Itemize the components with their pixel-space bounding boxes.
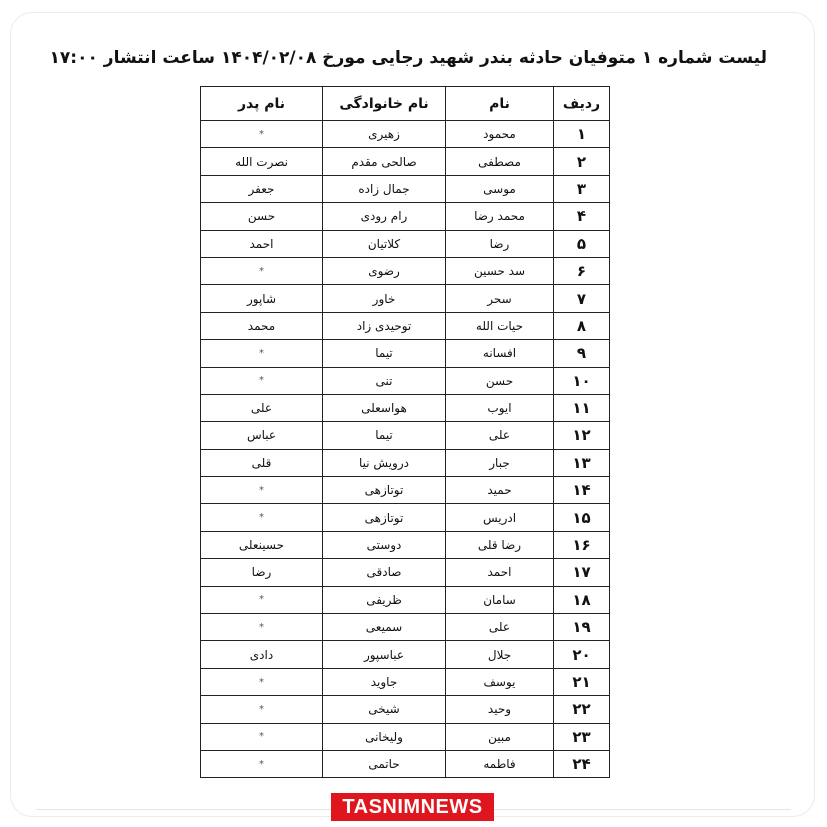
last-name-cell: حاتمی [323, 750, 446, 777]
row-number-cell: ۱۳ [554, 449, 610, 476]
table-row [201, 340, 610, 367]
row-number-cell: ۲۲ [554, 696, 610, 723]
father-name-cell: * [201, 586, 323, 613]
casualty-table [200, 86, 610, 778]
row-number-cell: ۷ [554, 285, 610, 312]
table-row [201, 504, 610, 531]
table-row [201, 230, 610, 257]
father-name-cell: قلی [201, 449, 323, 476]
first-name-cell: وحید [446, 696, 554, 723]
row-number-cell: ۱۲ [554, 422, 610, 449]
father-name-cell: * [201, 614, 323, 641]
brand-logo: TASNIMNEWS [331, 793, 494, 821]
first-name-cell: احمد [446, 559, 554, 586]
father-name-cell: رضا [201, 559, 323, 586]
first-name-cell: سد حسین [446, 257, 554, 284]
row-number-cell: ۱۷ [554, 559, 610, 586]
first-name-cell: حمید [446, 477, 554, 504]
row-number-cell: ۶ [554, 257, 610, 284]
row-number-cell: ۱۶ [554, 531, 610, 558]
father-name-cell: * [201, 340, 323, 367]
table-row [201, 422, 610, 449]
last-name-cell: جاوید [323, 668, 446, 695]
table-row [201, 641, 610, 668]
row-number-cell: ۱۵ [554, 504, 610, 531]
father-name-cell: نصرت الله [201, 148, 323, 175]
father-name-cell: عباس [201, 422, 323, 449]
table-row [201, 531, 610, 558]
father-name-cell: * [201, 723, 323, 750]
father-name-cell: احمد [201, 230, 323, 257]
row-number-cell: ۲۰ [554, 641, 610, 668]
father-name-cell: شاپور [201, 285, 323, 312]
row-number-cell: ۴ [554, 203, 610, 230]
table-header-row [201, 87, 610, 121]
table-row [201, 723, 610, 750]
first-name-cell: حیات الله [446, 312, 554, 339]
first-name-cell: فاطمه [446, 750, 554, 777]
father-name-cell: علی [201, 394, 323, 421]
header-row-number: ردیف [554, 87, 610, 121]
first-name-cell: موسی [446, 175, 554, 202]
father-name-cell: حسینعلی [201, 531, 323, 558]
last-name-cell: کلاتیان [323, 230, 446, 257]
first-name-cell: مصطفی [446, 148, 554, 175]
table-row [201, 367, 610, 394]
first-name-cell: سحر [446, 285, 554, 312]
last-name-cell: جمال زاده [323, 175, 446, 202]
row-number-cell: ۱۰ [554, 367, 610, 394]
row-number-cell: ۹ [554, 340, 610, 367]
first-name-cell: جلال [446, 641, 554, 668]
first-name-cell: جبار [446, 449, 554, 476]
first-name-cell: محمود [446, 121, 554, 148]
table-row [201, 175, 610, 202]
last-name-cell: درویش نیا [323, 449, 446, 476]
row-number-cell: ۱۴ [554, 477, 610, 504]
table-row [201, 257, 610, 284]
first-name-cell: مبین [446, 723, 554, 750]
page-title: لیست شماره ۱ متوفیان حادثه بندر شهید رجایی مورخ ۱۴۰۴/۰۲/۰۸ ساعت انتشار ۱۷:۰۰ [49, 48, 767, 68]
header-first-name: نام [446, 87, 554, 121]
first-name-cell: علی [446, 422, 554, 449]
last-name-cell: تیما [323, 340, 446, 367]
last-name-cell: دوستی [323, 531, 446, 558]
row-number-cell: ۱۸ [554, 586, 610, 613]
row-number-cell: ۳ [554, 175, 610, 202]
first-name-cell: یوسف [446, 668, 554, 695]
last-name-cell: تنی [323, 367, 446, 394]
row-number-cell: ۸ [554, 312, 610, 339]
father-name-cell: محمد [201, 312, 323, 339]
father-name-cell: * [201, 477, 323, 504]
last-name-cell: توتازهی [323, 477, 446, 504]
father-name-cell: حسن [201, 203, 323, 230]
last-name-cell: زهیری [323, 121, 446, 148]
last-name-cell: رضوی [323, 257, 446, 284]
last-name-cell: توحیدی زاد [323, 312, 446, 339]
table-row [201, 148, 610, 175]
table-row [201, 449, 610, 476]
father-name-cell: * [201, 696, 323, 723]
row-number-cell: ۱ [554, 121, 610, 148]
header-father-name: نام پدر [201, 87, 323, 121]
first-name-cell: افسانه [446, 340, 554, 367]
father-name-cell: * [201, 367, 323, 394]
row-number-cell: ۵ [554, 230, 610, 257]
first-name-cell: ایوب [446, 394, 554, 421]
table-row [201, 586, 610, 613]
father-name-cell: * [201, 668, 323, 695]
row-number-cell: ۱۱ [554, 394, 610, 421]
father-name-cell: * [201, 504, 323, 531]
row-number-cell: ۱۹ [554, 614, 610, 641]
table-row [201, 203, 610, 230]
table-row [201, 668, 610, 695]
first-name-cell: ادریس [446, 504, 554, 531]
table-row [201, 559, 610, 586]
first-name-cell: رضا قلی [446, 531, 554, 558]
last-name-cell: هواسعلی [323, 394, 446, 421]
last-name-cell: رام رودی [323, 203, 446, 230]
table-row [201, 477, 610, 504]
first-name-cell: سامان [446, 586, 554, 613]
row-number-cell: ۲ [554, 148, 610, 175]
last-name-cell: ولیخانی [323, 723, 446, 750]
last-name-cell: توتازهی [323, 504, 446, 531]
table-row [201, 696, 610, 723]
last-name-cell: شیخی [323, 696, 446, 723]
father-name-cell: دادی [201, 641, 323, 668]
last-name-cell: خاور [323, 285, 446, 312]
father-name-cell: * [201, 257, 323, 284]
table-row [201, 285, 610, 312]
last-name-cell: صادقی [323, 559, 446, 586]
first-name-cell: حسن [446, 367, 554, 394]
first-name-cell: رضا [446, 230, 554, 257]
first-name-cell: علی [446, 614, 554, 641]
row-number-cell: ۲۳ [554, 723, 610, 750]
father-name-cell: * [201, 121, 323, 148]
father-name-cell: جعفر [201, 175, 323, 202]
first-name-cell: محمد رضا [446, 203, 554, 230]
last-name-cell: عباسپور [323, 641, 446, 668]
last-name-cell: ظریفی [323, 586, 446, 613]
last-name-cell: صالحی مقدم [323, 148, 446, 175]
table-row [201, 121, 610, 148]
row-number-cell: ۲۱ [554, 668, 610, 695]
table-row [201, 312, 610, 339]
header-last-name: نام خانوادگی [323, 87, 446, 121]
table-row [201, 614, 610, 641]
row-number-cell: ۲۴ [554, 750, 610, 777]
last-name-cell: تیما [323, 422, 446, 449]
table-row [201, 394, 610, 421]
father-name-cell: * [201, 750, 323, 777]
last-name-cell: سمیعی [323, 614, 446, 641]
table-row [201, 750, 610, 777]
